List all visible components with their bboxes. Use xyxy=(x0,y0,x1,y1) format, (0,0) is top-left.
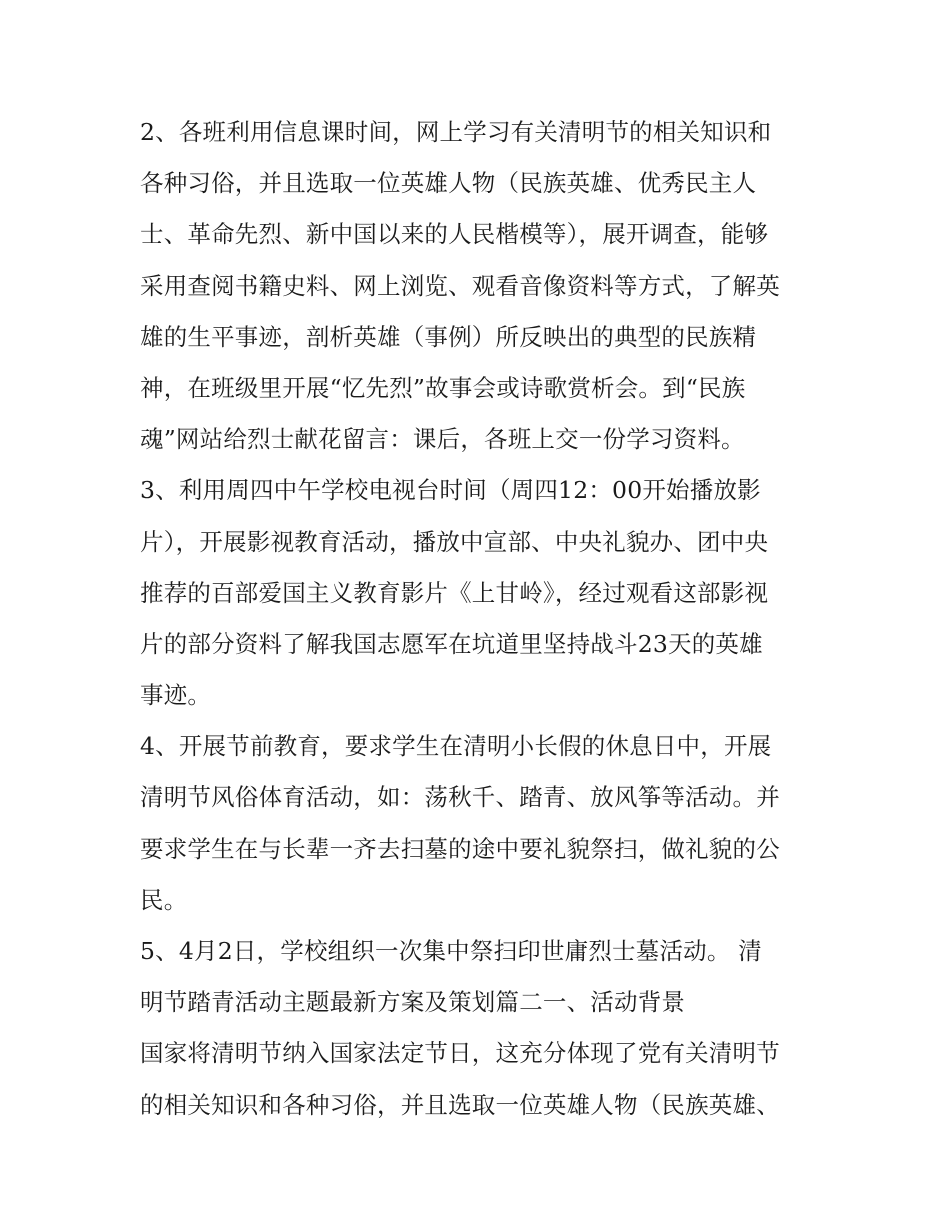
text-line: 片），开展影视教育活动，播放中宣部、中央礼貌办、团中央 xyxy=(140,527,769,556)
text-line: 神，在班级里开展“忆先烈”故事会或诗歌赏析会。到“民族 xyxy=(140,373,746,402)
text-line: 片的部分资料了解我国志愿军在坑道里坚持战斗23天的英雄 xyxy=(140,629,763,658)
text-line: 各种习俗，并且选取一位英雄人物（民族英雄、优秀民主人 xyxy=(140,169,757,198)
text-line: 士、革命先烈、新中国以来的人民楷模等），展开调查，能够 xyxy=(140,220,769,249)
text-line: 采用查阅书籍史料、网上浏览、观看音像资料等方式，了解英 xyxy=(140,271,780,300)
text-line: 推荐的百部爱国主义教育影片《上甘岭》，经过观看这部影视 xyxy=(140,578,769,607)
text-line: 2、各班利用信息课时间，网上学习有关清明节的相关知识和 xyxy=(140,118,772,146)
text-line: 3、利用周四中午学校电视台时间（周四12：00开始播放影 xyxy=(140,476,761,505)
text-line: 要求学生在与长辈一齐去扫墓的途中要礼貌祭扫，做礼貌的公 xyxy=(140,834,780,863)
text-line: 清明节风俗体育活动，如：荡秋千、踏青、放风筝等活动。并 xyxy=(140,783,780,812)
text-line: 事迹。 xyxy=(140,681,212,710)
text-line: 魂”网站给烈士献花留言：课后，各班上交一份学习资料。 xyxy=(140,425,745,454)
text-line: 国家将清明节纳入国家法定节日，这充分体现了党有关清明节 xyxy=(140,1039,780,1068)
document-body xyxy=(140,107,820,1131)
text-line: 4、开展节前教育，要求学生在清明小长假的休息日中，开展 xyxy=(140,732,772,761)
text-line: 雄的生平事迹，剖析英雄（事例）所反映出的典型的民族精 xyxy=(140,322,757,351)
text-line: 明节踏青活动主题最新方案及策划篇二一、活动背景 xyxy=(140,988,686,1017)
text-line: 5、4月2日，学校组织一次集中祭扫印世庸烈士墓活动。 清 xyxy=(140,937,762,965)
text-line: 的相关知识和各种习俗，并且选取一位英雄人物（民族英雄、 xyxy=(140,1090,780,1119)
text-line: 民。 xyxy=(140,885,188,914)
